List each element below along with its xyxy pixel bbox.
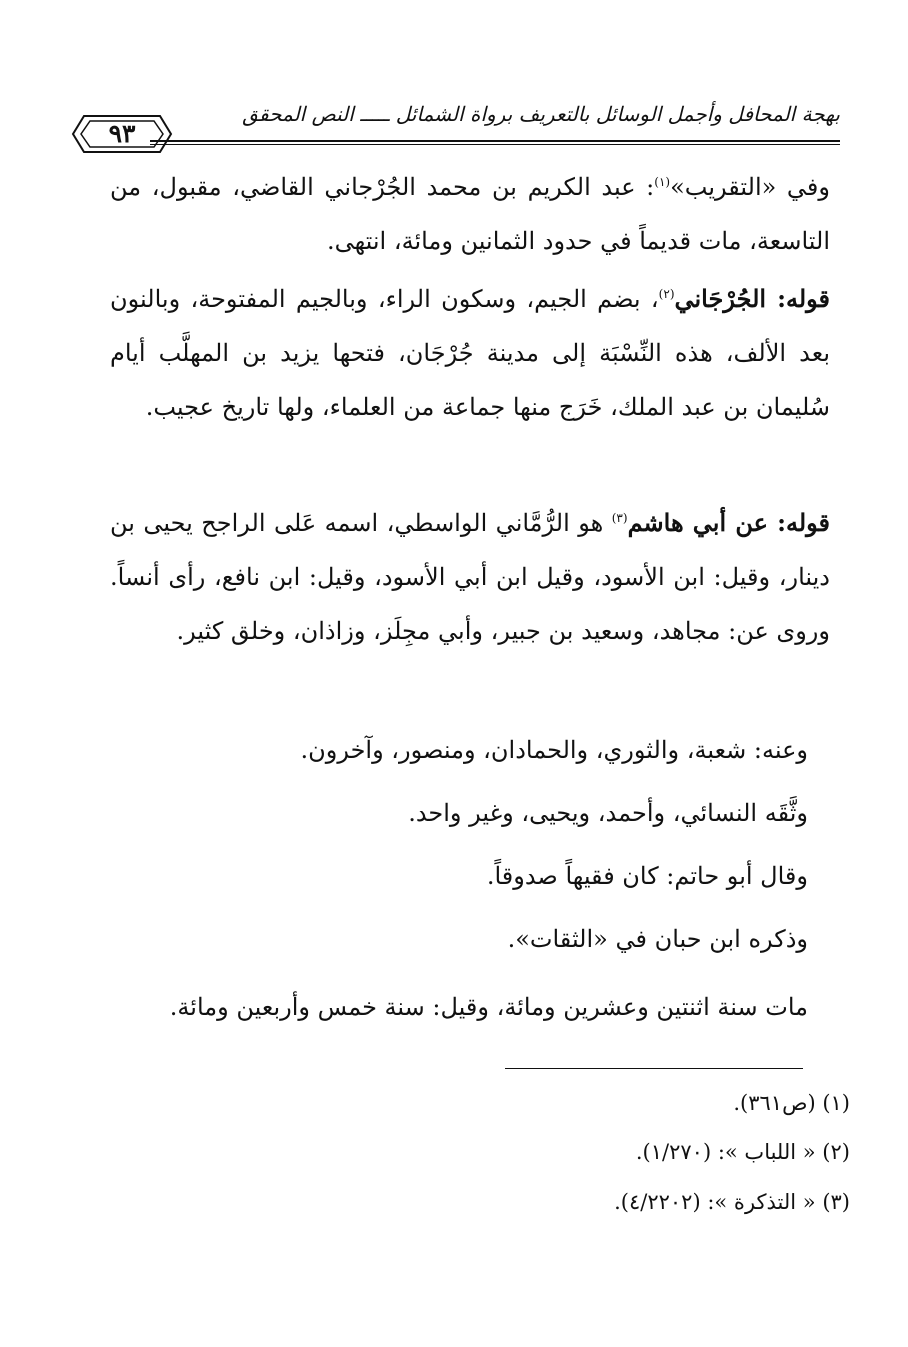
paragraph-text: وفي «التقريب» <box>670 173 830 201</box>
text-line: وعنه: شعبة، والثوري، والحمادان، ومنصور، وآخرون. <box>300 736 808 764</box>
paragraph-taqrib <box>110 160 830 268</box>
footnote-marker: (١) <box>654 175 671 189</box>
page-number-frame <box>70 112 174 156</box>
text-line: مات سنة اثنتين وعشرين ومائة، وقيل: سنة خمس وأربعين ومائة. <box>169 993 808 1021</box>
running-title: بهجة المحافل وأجمل الوسائل بالتعريف برواة الشمائل ـــــ النص المحقق <box>242 102 840 126</box>
header-rule <box>150 140 840 145</box>
running-header <box>70 98 840 158</box>
page-number: ٩٣ <box>108 119 136 148</box>
paragraph-text: : عبد الكريم بن محمد الجُرْجاني القاضي، مقبول، من التاسعة، مات قديماً في حدود الثمانين ومائة، انتهى. <box>110 173 830 255</box>
footnote: (٣) « التذكرة »: (٤/٢٢٠٢). <box>614 1190 850 1214</box>
paragraph-abu-hashim <box>110 496 830 658</box>
footnote-separator <box>505 1068 803 1069</box>
lemma-heading: قوله: عن أبي هاشم <box>627 508 831 537</box>
text-line: وذكره ابن حبان في «الثقات». <box>507 925 808 953</box>
footnote-marker: (٢) <box>658 287 675 301</box>
footnote-marker: (٣) <box>611 511 628 525</box>
paragraph-text: ، بضم الجيم، وسكون الراء، وبالجيم المفتوحة، وبالنون بعد الألف، هذه النِّسْبَة إلى مدينة جُرْجَان، فتحها يزيد بن المهلَّب أيام سُليمان بن عبد الملك، خَرَج منها جماعة من العلماء، ولها تاريخ عجيب. <box>110 285 830 421</box>
footnote: (٢) « اللباب »: (١/٢٧٠). <box>635 1140 850 1164</box>
paragraph-jurjani <box>110 272 830 434</box>
lemma-heading: قوله: الجُرْجَاني <box>674 284 831 313</box>
footnote: (١) (ص٣٦١). <box>733 1091 850 1115</box>
text-line: وثَّقَه النسائي، وأحمد، ويحيى، وغير واحد. <box>408 799 808 827</box>
text-line: وقال أبو حاتم: كان فقيهاً صدوقاً. <box>486 862 808 890</box>
paragraph-text: هو الرُّمَّاني الواسطي، اسمه عَلى الراجح يحيى بن دينار، وقيل: ابن الأسود، وقيل ابن أبي الأسود، وقيل: ابن نافع، رأى أنساً. وروى عن: مجاهد، وسعيد بن جبير، وأبي مجِلَز، وزاذان، وخلق كثير. <box>110 509 830 645</box>
